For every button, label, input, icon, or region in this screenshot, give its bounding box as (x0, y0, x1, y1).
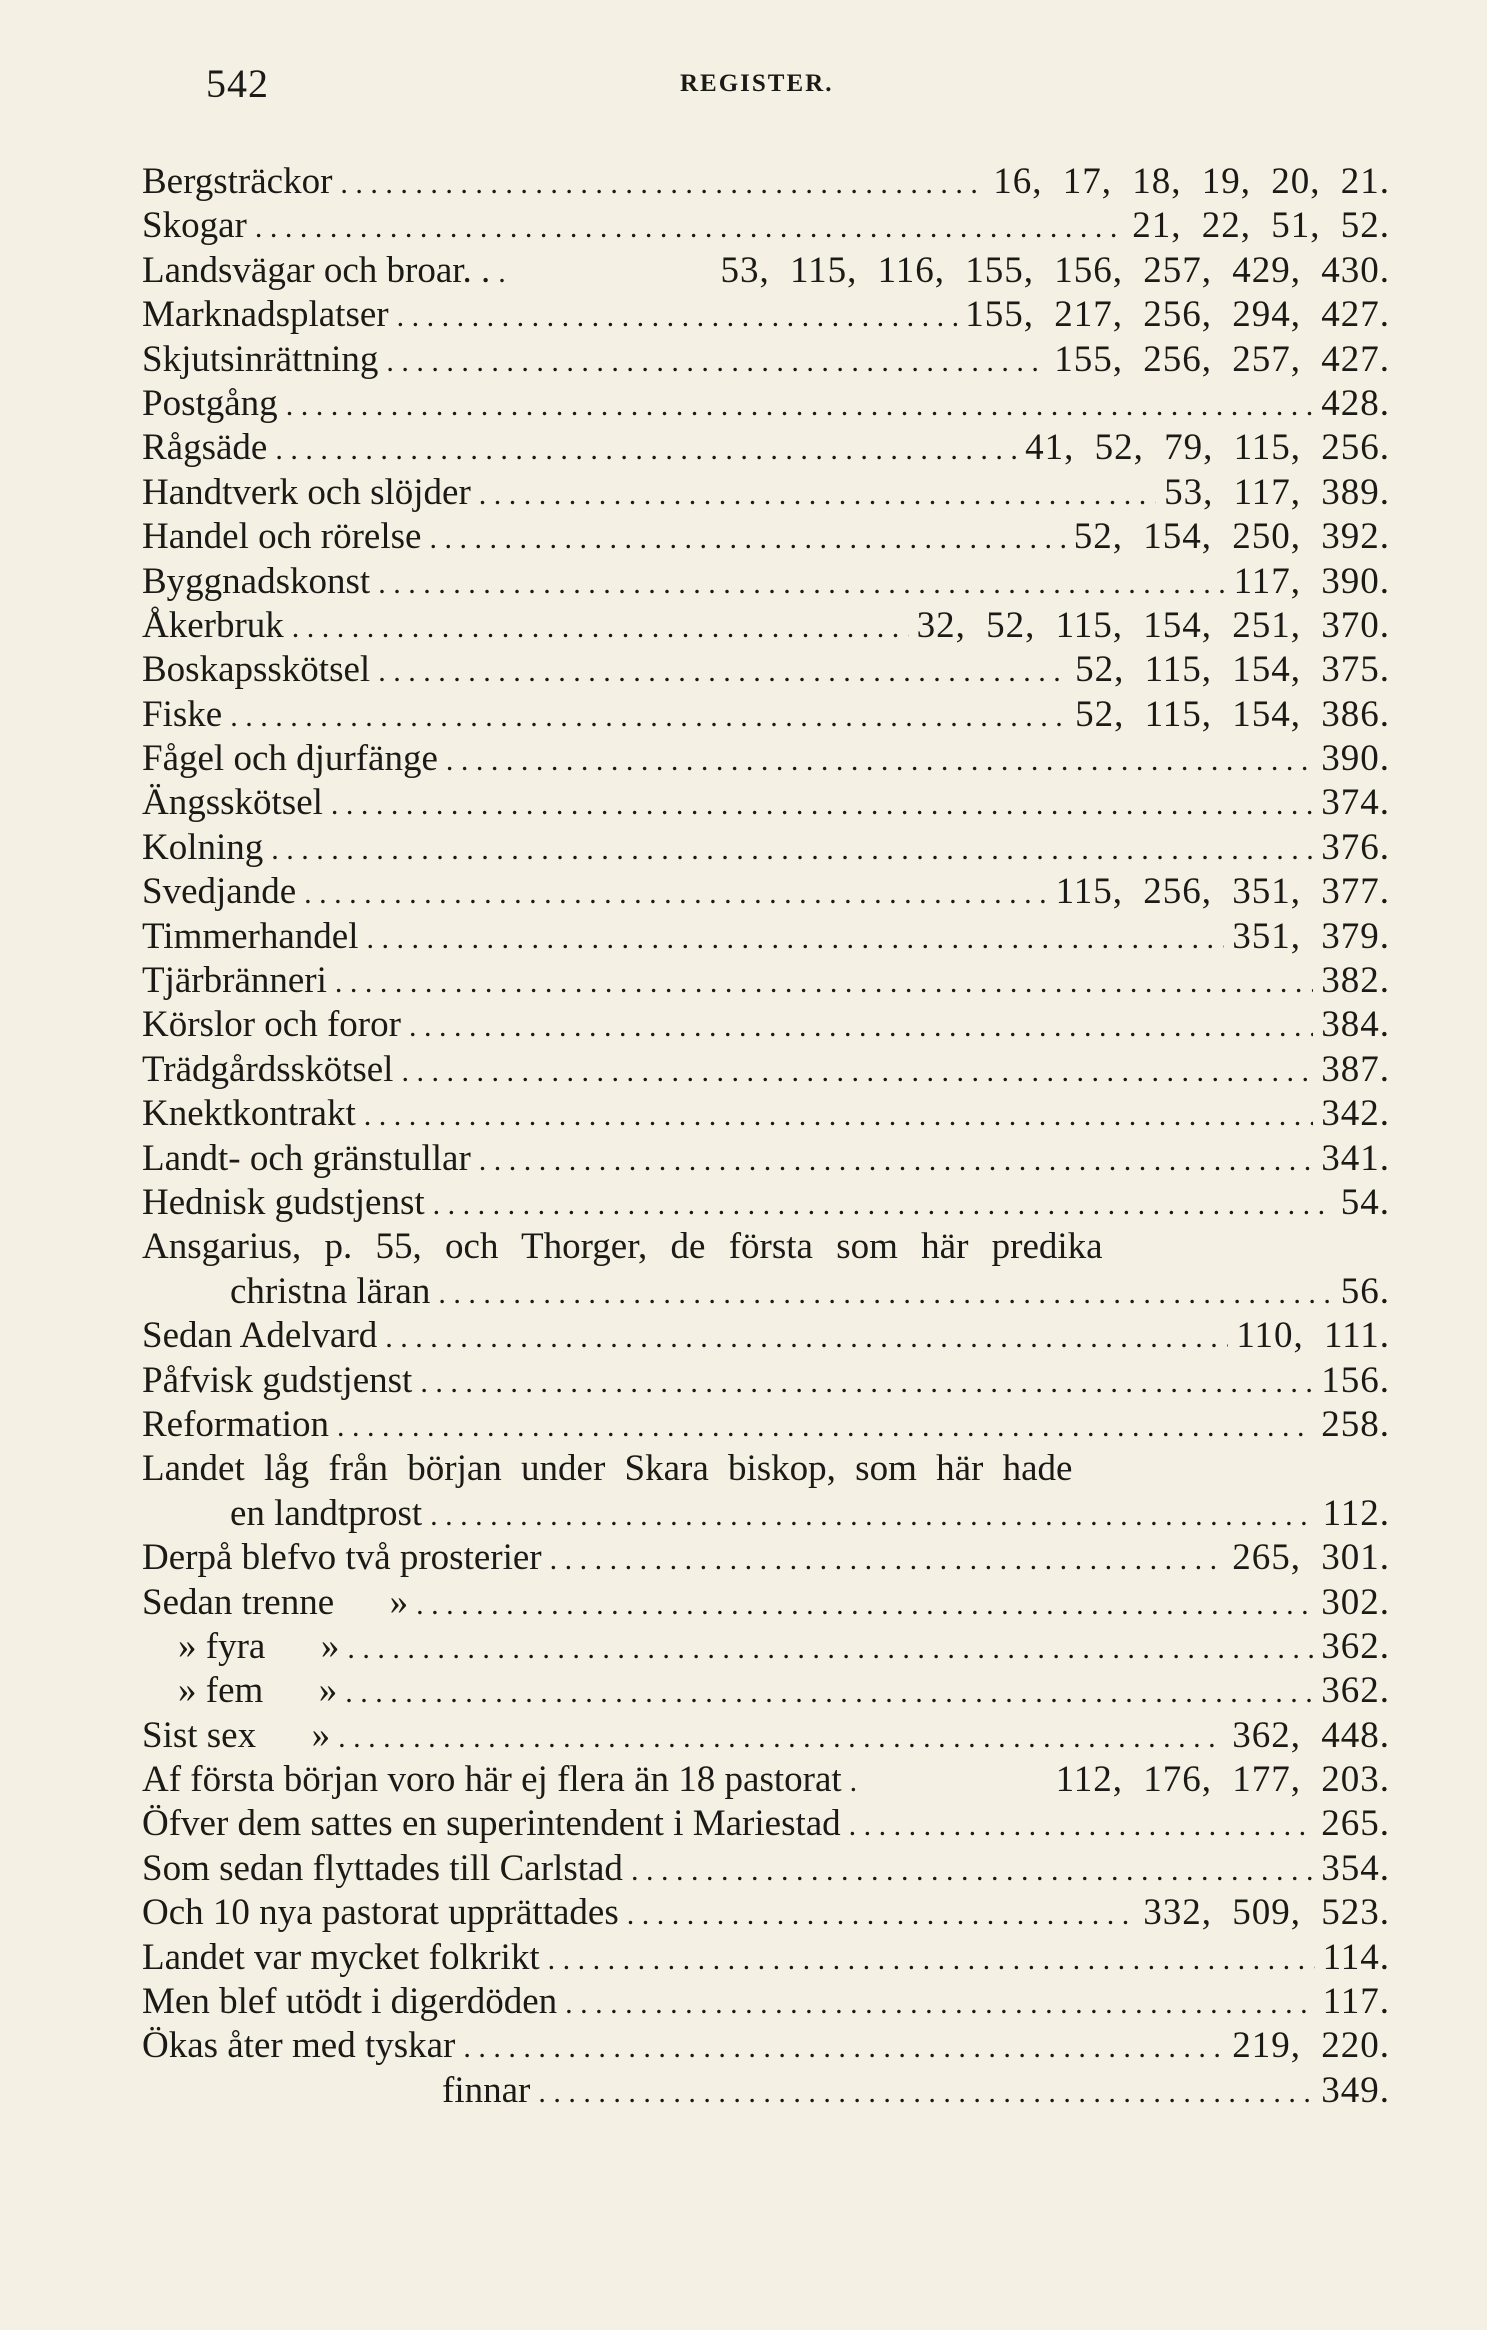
entry-pages: 156. (1321, 1359, 1390, 1401)
entry-pages: 362. (1321, 1625, 1390, 1667)
index-entry (142, 604, 1390, 648)
index-entry (142, 1181, 1390, 1225)
entry-label: Hednisk gudstjenst (142, 1181, 425, 1223)
entry-pages: 155, 256, 257, 427. (1054, 338, 1390, 380)
entry-label: » fyra » (178, 1625, 340, 1667)
dot-leader (430, 1492, 1314, 1536)
dot-leader (463, 2024, 1224, 2068)
entry-pages: 387. (1321, 1048, 1390, 1090)
dot-leader (364, 1092, 1314, 1136)
entry-label: Landt- och gränstullar (142, 1137, 471, 1179)
dot-leader (429, 515, 1065, 559)
entry-pages: 351, 379. (1232, 915, 1390, 957)
entry-label: Påfvisk gudstjenst (142, 1359, 413, 1401)
index-entry (142, 826, 1390, 870)
dot-leader (538, 2069, 1313, 2113)
entry-pages: 376. (1321, 826, 1390, 868)
entry-label: Ansgarius, p. 55, och Thorger, de första som här predika (142, 1226, 1103, 1268)
dot-leader (304, 870, 1047, 914)
entry-pages: 258. (1321, 1403, 1390, 1445)
entry-label: Ökas åter med tyskar (142, 2025, 456, 2067)
entry-pages: 114. (1322, 1936, 1390, 1978)
entry-label: Sedan trenne » (142, 1581, 409, 1623)
entry-pages: 374. (1321, 782, 1390, 824)
entry-label: Sedan Adelvard (142, 1315, 378, 1357)
dot-leader (331, 781, 1313, 825)
index-entry (142, 1092, 1390, 1136)
entry-pages: 342. (1321, 1093, 1390, 1135)
index-entry (142, 781, 1390, 825)
index-entry (142, 249, 1390, 293)
index-entry (142, 426, 1390, 470)
entry-label: Trädgårdsskötsel (142, 1048, 394, 1090)
entry-pages: 341. (1321, 1137, 1390, 1179)
entry-pages: 112, 176, 177, 203. (1055, 1759, 1390, 1801)
index-entry (142, 1447, 1390, 1491)
dot-leader (548, 1936, 1315, 1980)
entry-label: Skjutsinrättning (142, 338, 379, 380)
index-entry (142, 1003, 1390, 1047)
index-entry (142, 1936, 1390, 1980)
dot-leader (498, 249, 512, 293)
entry-label: finnar (442, 2069, 531, 2111)
dot-leader (230, 693, 1067, 737)
entry-pages: 112. (1322, 1492, 1390, 1534)
index-entry (142, 515, 1390, 559)
entry-pages: 117, 390. (1233, 560, 1390, 602)
entry-pages: 53, 117, 389. (1164, 471, 1390, 513)
entry-label: Handtverk och slöjder (142, 471, 471, 513)
entry-pages: 349. (1321, 2069, 1390, 2111)
running-head: REGISTER. (680, 70, 834, 97)
dot-leader (271, 826, 1313, 870)
entry-pages: 332, 509, 523. (1143, 1892, 1390, 1934)
entry-pages: 390. (1321, 738, 1390, 780)
entry-label: Landet var mycket folkrikt (142, 1936, 540, 1978)
dot-leader (338, 1714, 1224, 1758)
entry-label: Kolning (142, 826, 264, 868)
entry-pages: 52, 115, 154, 375. (1075, 649, 1390, 691)
entry-label: Och 10 nya pastorat upprättades (142, 1892, 619, 1934)
index-entry (142, 1625, 1390, 1669)
index-entry (142, 204, 1390, 248)
index-entry (142, 1802, 1390, 1846)
index-entry (142, 1669, 1390, 1713)
entry-pages: 428. (1321, 382, 1390, 424)
entry-label: Landet låg från början under Skara biskop, som här hade (142, 1448, 1073, 1490)
index-entry (142, 2069, 1390, 2113)
entry-pages: 219, 220. (1232, 2025, 1390, 2067)
dot-leader (433, 1181, 1333, 1225)
entry-label: Knektkontrakt (142, 1093, 356, 1135)
entry-pages: 52, 154, 250, 392. (1073, 516, 1390, 558)
entry-label: Körslor och foror (142, 1004, 401, 1046)
index-entry (142, 1492, 1390, 1536)
entry-pages: 56. (1340, 1270, 1390, 1312)
entry-label: Öfver dem sattes en superintendent i Mariestad (142, 1803, 841, 1845)
entry-pages: 117. (1322, 1981, 1390, 2023)
dot-leader (347, 1625, 1313, 1669)
entry-label: Tjärbränneri (142, 960, 327, 1002)
entry-label: Fågel och djurfänge (142, 738, 438, 780)
entry-label: Sist sex » (142, 1714, 331, 1756)
index-entry (142, 1847, 1390, 1891)
dot-leader (550, 1536, 1225, 1580)
entry-pages: 54. (1340, 1181, 1390, 1223)
index-entry (142, 293, 1390, 337)
index-entry (142, 1225, 1390, 1269)
entry-pages: 354. (1321, 1847, 1390, 1889)
index-entry (142, 1891, 1390, 1935)
dot-leader (385, 1314, 1228, 1358)
entry-label: » fem » (178, 1670, 338, 1712)
entry-label: Svedjande (142, 871, 297, 913)
entry-label: Skogar (142, 205, 247, 247)
index-entry (142, 1359, 1390, 1403)
index-entry (142, 737, 1390, 781)
index-entry (142, 915, 1390, 959)
dot-leader (337, 1403, 1313, 1447)
index-entry (142, 1536, 1390, 1580)
dot-leader (340, 160, 985, 204)
entry-label: Men blef utödt i digerdöden (142, 1981, 558, 2023)
entry-pages: 155, 217, 256, 294, 427. (965, 294, 1390, 336)
index-entry (142, 648, 1390, 692)
index-entry (142, 560, 1390, 604)
index-entry (142, 693, 1390, 737)
index-entry (142, 1137, 1390, 1181)
index-entry (142, 1758, 1390, 1802)
entry-label: christna läran (230, 1270, 431, 1312)
index-entry (142, 1314, 1390, 1358)
index-entry (142, 1048, 1390, 1092)
dot-leader (409, 1003, 1313, 1047)
dot-leader (275, 426, 1017, 470)
entry-label: Marknadsplatser (142, 294, 389, 336)
index-entry (142, 471, 1390, 515)
dot-leader (386, 338, 1046, 382)
dot-leader (565, 1980, 1314, 2024)
entry-label: Boskapsskötsel (142, 649, 371, 691)
dot-leader (438, 1270, 1332, 1314)
dot-leader (378, 648, 1067, 692)
entry-pages: 52, 115, 154, 386. (1075, 693, 1390, 735)
entry-label: Landsvägar och broar. . (142, 249, 491, 291)
entry-pages: 384. (1321, 1004, 1390, 1046)
index-entry (142, 1270, 1390, 1314)
dot-leader (479, 471, 1156, 515)
index-entry (142, 1581, 1390, 1625)
index-entry (142, 959, 1390, 1003)
dot-leader (255, 204, 1124, 248)
entry-label: Byggnadskonst (142, 560, 371, 602)
entry-label: Åkerbruk (142, 604, 284, 646)
dot-leader (627, 1891, 1136, 1935)
dot-leader (292, 604, 909, 648)
entry-label: Bergsträckor (142, 161, 333, 202)
entry-pages: 362, 448. (1232, 1714, 1390, 1756)
dot-leader (420, 1359, 1313, 1403)
dot-leader (286, 382, 1314, 426)
entry-pages: 115, 256, 351, 377. (1055, 871, 1390, 913)
index-entry (142, 1403, 1390, 1447)
register-entries (142, 160, 1390, 2113)
entry-label: en landtprost (230, 1492, 423, 1534)
entry-pages: 32, 52, 115, 154, 251, 370. (916, 604, 1390, 646)
dot-leader (345, 1669, 1313, 1713)
entry-pages: 362. (1321, 1670, 1390, 1712)
entry-pages: 265. (1321, 1803, 1390, 1845)
entry-pages: 110, 111. (1236, 1315, 1390, 1357)
dot-leader (479, 1137, 1313, 1181)
dot-leader (335, 959, 1313, 1003)
entry-label: Rågsäde (142, 427, 268, 469)
entry-pages: 53, 115, 116, 155, 156, 257, 429, 430. (720, 249, 1390, 291)
index-entry (142, 338, 1390, 382)
entry-pages: 265, 301. (1232, 1537, 1390, 1579)
index-entry (142, 1980, 1390, 2024)
dot-leader (849, 1802, 1314, 1846)
entry-label: Af första början voro här ej flera än 18 pastorat (142, 1759, 842, 1801)
dot-leader (416, 1581, 1313, 1625)
dot-leader (367, 915, 1225, 959)
dot-leader (378, 560, 1225, 604)
index-entry (142, 160, 1390, 204)
dot-leader (631, 1847, 1313, 1891)
entry-label: Fiske (142, 693, 223, 735)
entry-pages: 41, 52, 79, 115, 256. (1025, 427, 1390, 469)
index-entry (142, 2024, 1390, 2068)
dot-leader (401, 1048, 1313, 1092)
page-number: 542 (206, 61, 269, 106)
index-entry (142, 382, 1390, 426)
dot-leader (397, 293, 958, 337)
entry-label: Handel och rörelse (142, 516, 422, 558)
entry-label: Timmerhandel (142, 915, 359, 957)
entry-pages: 302. (1321, 1581, 1390, 1623)
dot-leader (850, 1758, 860, 1802)
dot-leader (446, 737, 1313, 781)
entry-pages: 382. (1321, 960, 1390, 1002)
entry-label: Som sedan flyttades till Carlstad (142, 1847, 623, 1889)
entry-pages: 16, 17, 18, 19, 20, 21. (993, 161, 1390, 202)
index-entry (142, 1714, 1390, 1758)
index-entry (142, 870, 1390, 914)
entry-label: Derpå blefvo två prosterier (142, 1537, 542, 1579)
entry-label: Ängsskötsel (142, 782, 323, 824)
entry-pages: 21, 22, 51, 52. (1132, 205, 1390, 247)
entry-label: Postgång (142, 382, 278, 424)
entry-label: Reformation (142, 1403, 330, 1445)
